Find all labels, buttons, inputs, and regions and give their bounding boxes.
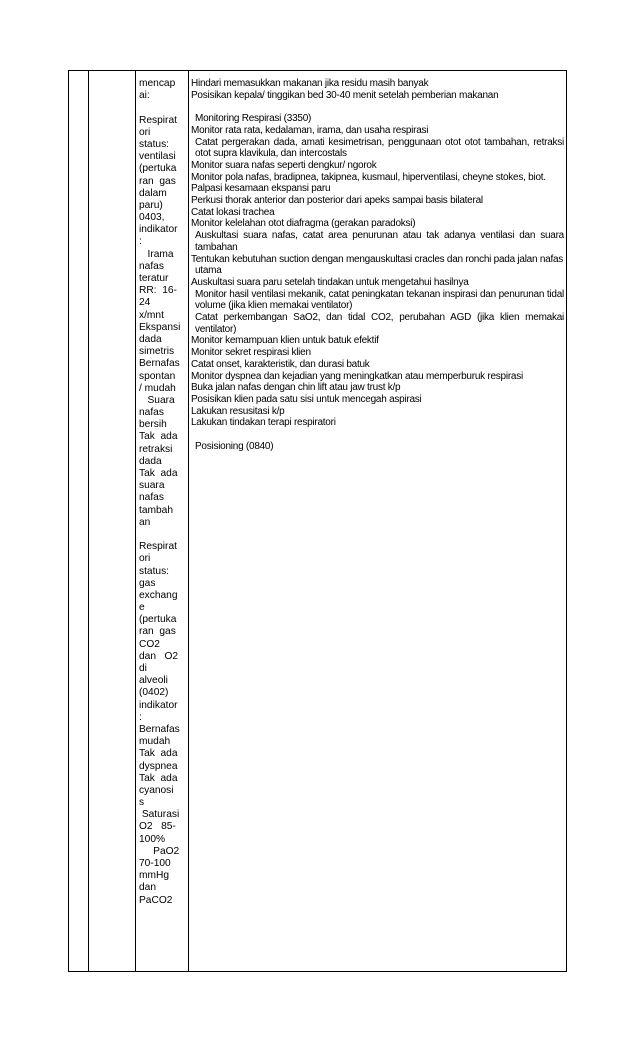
- intervention-line: Auskultasi suara paru setelah tindakan untuk mengetahui hasilnya: [191, 276, 469, 288]
- criteria-line: 70-100: [139, 858, 171, 869]
- intervention-line: Posisioning (0840): [195, 440, 274, 452]
- criteria-line: Respirat: [139, 114, 177, 126]
- criteria-line: ran gas: [139, 175, 176, 187]
- criteria-line: Tak ada: [139, 468, 178, 479]
- criteria-line: dada: [139, 333, 162, 345]
- criteria-line: suara: [139, 480, 165, 492]
- intervention-line: Lakukan tindakan terapi respiratori: [191, 417, 336, 429]
- intervention-line: Catat perkembangan SaO2, dan tidal CO2, perubahan AGD (jika klien memakai: [195, 312, 564, 324]
- intervention-line: Catat onset, karakteristik, dan durasi batuk: [191, 358, 370, 370]
- intervention-line: Hindari memasukkan makanan jika residu masih banyak: [191, 78, 429, 89]
- blank-line: [191, 429, 564, 441]
- column-divider-1: [88, 71, 89, 971]
- care-plan-table: [68, 70, 567, 972]
- criteria-line: Ekspansi: [139, 321, 181, 333]
- criteria-line: nafas: [139, 407, 164, 419]
- criteria-line: di: [139, 663, 147, 674]
- criteria-line: dan: [139, 882, 156, 894]
- intervention-line: ventilator): [195, 323, 237, 335]
- criteria-line: (pertuka: [139, 163, 177, 175]
- criteria-line: (pertuka: [139, 614, 177, 626]
- intervention-line: Monitor pola nafas, bradipnea, takipnea, kusmaul, hiperventilasi, cheyne stokes, biot.: [191, 171, 546, 183]
- criteria-line: Saturasi: [139, 809, 180, 821]
- criteria-line: nafas: [139, 260, 164, 272]
- intervention-line: Buka jalan nafas dengan chin lift atau jaw trust k/p: [191, 382, 401, 394]
- criteria-line: [139, 102, 187, 114]
- intervention-line: Lakukan resusitasi k/p: [191, 405, 285, 417]
- criteria-line: dan O2: [139, 650, 179, 662]
- intervention-line: Catat pergerakan dada, amati kesimetrisan, penggunaan otot otot tambahan, retraksi: [195, 136, 564, 148]
- table-border-right: [566, 71, 567, 971]
- criteria-line: status:: [139, 565, 170, 577]
- criteria-line: status:: [139, 138, 170, 150]
- criteria-line: teratur: [139, 273, 169, 284]
- criteria-line: Tak ada: [139, 431, 178, 443]
- blank-line: [191, 101, 564, 113]
- criteria-line: cyanosi: [139, 784, 174, 796]
- criteria-line: Tak ada: [139, 772, 178, 784]
- criteria-line: tambah: [139, 504, 173, 516]
- intervention-line: Monitor sekret respirasi klien: [191, 347, 311, 359]
- criteria-line: dyspnea: [139, 760, 178, 772]
- intervention-line: Monitor suara nafas seperti dengkur/ ngorok: [191, 159, 377, 171]
- criteria-line: RR: 16-: [139, 285, 177, 297]
- criteria-line: Bernafas: [139, 358, 180, 370]
- criteria-line: paru): [139, 199, 163, 211]
- criteria-line: ventilasi: [139, 151, 176, 163]
- intervention-line: Perkusi thorak anterior dan posterior dari apeks sampai basis bilateral: [191, 195, 483, 207]
- intervention-line: otot supra klavikula, dan intercostals: [195, 148, 347, 160]
- criteria-line: Bernafas: [139, 723, 180, 735]
- intervention-line: Catat lokasi trachea: [191, 206, 275, 218]
- intervention-line: Tentukan kebutuhan suction dengan mengauskultasi cracles dan ronchi pada jalan nafas: [191, 253, 564, 265]
- intervention-line: Monitoring Respirasi (3350): [195, 113, 312, 125]
- column-divider-3: [188, 71, 189, 971]
- column-divider-2: [135, 71, 136, 971]
- criteria-line: :: [139, 711, 142, 723]
- criteria-line: 24: [139, 297, 151, 309]
- criteria-line: O2 85-: [139, 821, 176, 833]
- criteria-line: e: [139, 602, 145, 614]
- criteria-line: ran gas: [139, 626, 176, 638]
- intervention-line: Monitor kelelahan otot diafragma (gerakan paradoksi): [191, 218, 416, 230]
- intervention-line: volume (jika klien memakai ventilator): [195, 300, 353, 312]
- criteria-line: [139, 529, 187, 541]
- criteria-line: :: [139, 236, 142, 248]
- criteria-line: ai:: [139, 90, 150, 102]
- criteria-line: mmHg: [139, 870, 169, 882]
- criteria-line: ori: [139, 126, 151, 138]
- criteria-line: bersih: [139, 419, 167, 431]
- criteria-line: 0403,: [139, 212, 165, 224]
- table-border-left: [68, 71, 69, 971]
- intervention-line: utama: [195, 265, 222, 277]
- criteria-line: Suara: [139, 394, 175, 406]
- criteria-line: dada: [139, 455, 162, 467]
- criteria-line: PaO2: [139, 845, 180, 857]
- criteria-line: simetris: [139, 346, 175, 358]
- intervention-line: Auskultasi suara nafas, catat area penurunan atau tak adanya ventilasi dan suara: [195, 230, 564, 242]
- criteria-line: Tak ada: [139, 748, 178, 760]
- intervention-line: tambahan: [195, 241, 238, 253]
- intervention-line: Posisikan kepala/ tinggikan bed 30-40 menit setelah pemberian makanan: [191, 89, 499, 101]
- criteria-line: exchang: [139, 589, 178, 601]
- criteria-line: mencap: [139, 78, 176, 89]
- outcome-criteria-cell: [139, 78, 187, 907]
- criteria-line: alveoli: [139, 675, 168, 687]
- criteria-line: Irama: [139, 248, 174, 260]
- criteria-line: indikator: [139, 699, 178, 711]
- intervention-line: Posisikan klien pada satu sisi untuk mencegah aspirasi: [191, 393, 422, 405]
- criteria-line: an: [139, 516, 151, 528]
- criteria-line: indikator: [139, 224, 178, 236]
- criteria-line: gas: [139, 577, 156, 589]
- criteria-line: nafas: [139, 492, 164, 504]
- intervention-line: Monitor rata rata, kedalaman, irama, dan usaha respirasi: [191, 124, 429, 136]
- intervention-cell: [191, 78, 564, 452]
- criteria-line: x/mnt: [139, 309, 164, 321]
- criteria-line: 100%: [139, 833, 166, 845]
- criteria-line: Respirat: [139, 541, 177, 553]
- criteria-line: s: [139, 797, 145, 809]
- criteria-line: (0402): [139, 687, 169, 699]
- intervention-line: Monitor kemampuan klien untuk batuk efektif: [191, 335, 379, 347]
- criteria-line: mudah: [139, 736, 171, 748]
- intervention-line: Monitor dyspnea dan kejadian yang meningkatkan atau memperburuk respirasi: [191, 370, 523, 382]
- intervention-line: Monitor hasil ventilasi mekanik, catat peningkatan tekanan inspirasi dan penurunan tidal: [195, 288, 564, 300]
- intervention-line: Palpasi kesamaan ekspansi paru: [191, 183, 331, 195]
- criteria-line: ori: [139, 553, 151, 565]
- criteria-line: spontan: [139, 370, 176, 382]
- criteria-line: dalam: [139, 187, 167, 199]
- criteria-line: retraksi: [139, 443, 173, 455]
- criteria-line: CO2: [139, 638, 160, 650]
- criteria-line: PaCO2: [139, 894, 173, 906]
- criteria-line: / mudah: [139, 382, 176, 394]
